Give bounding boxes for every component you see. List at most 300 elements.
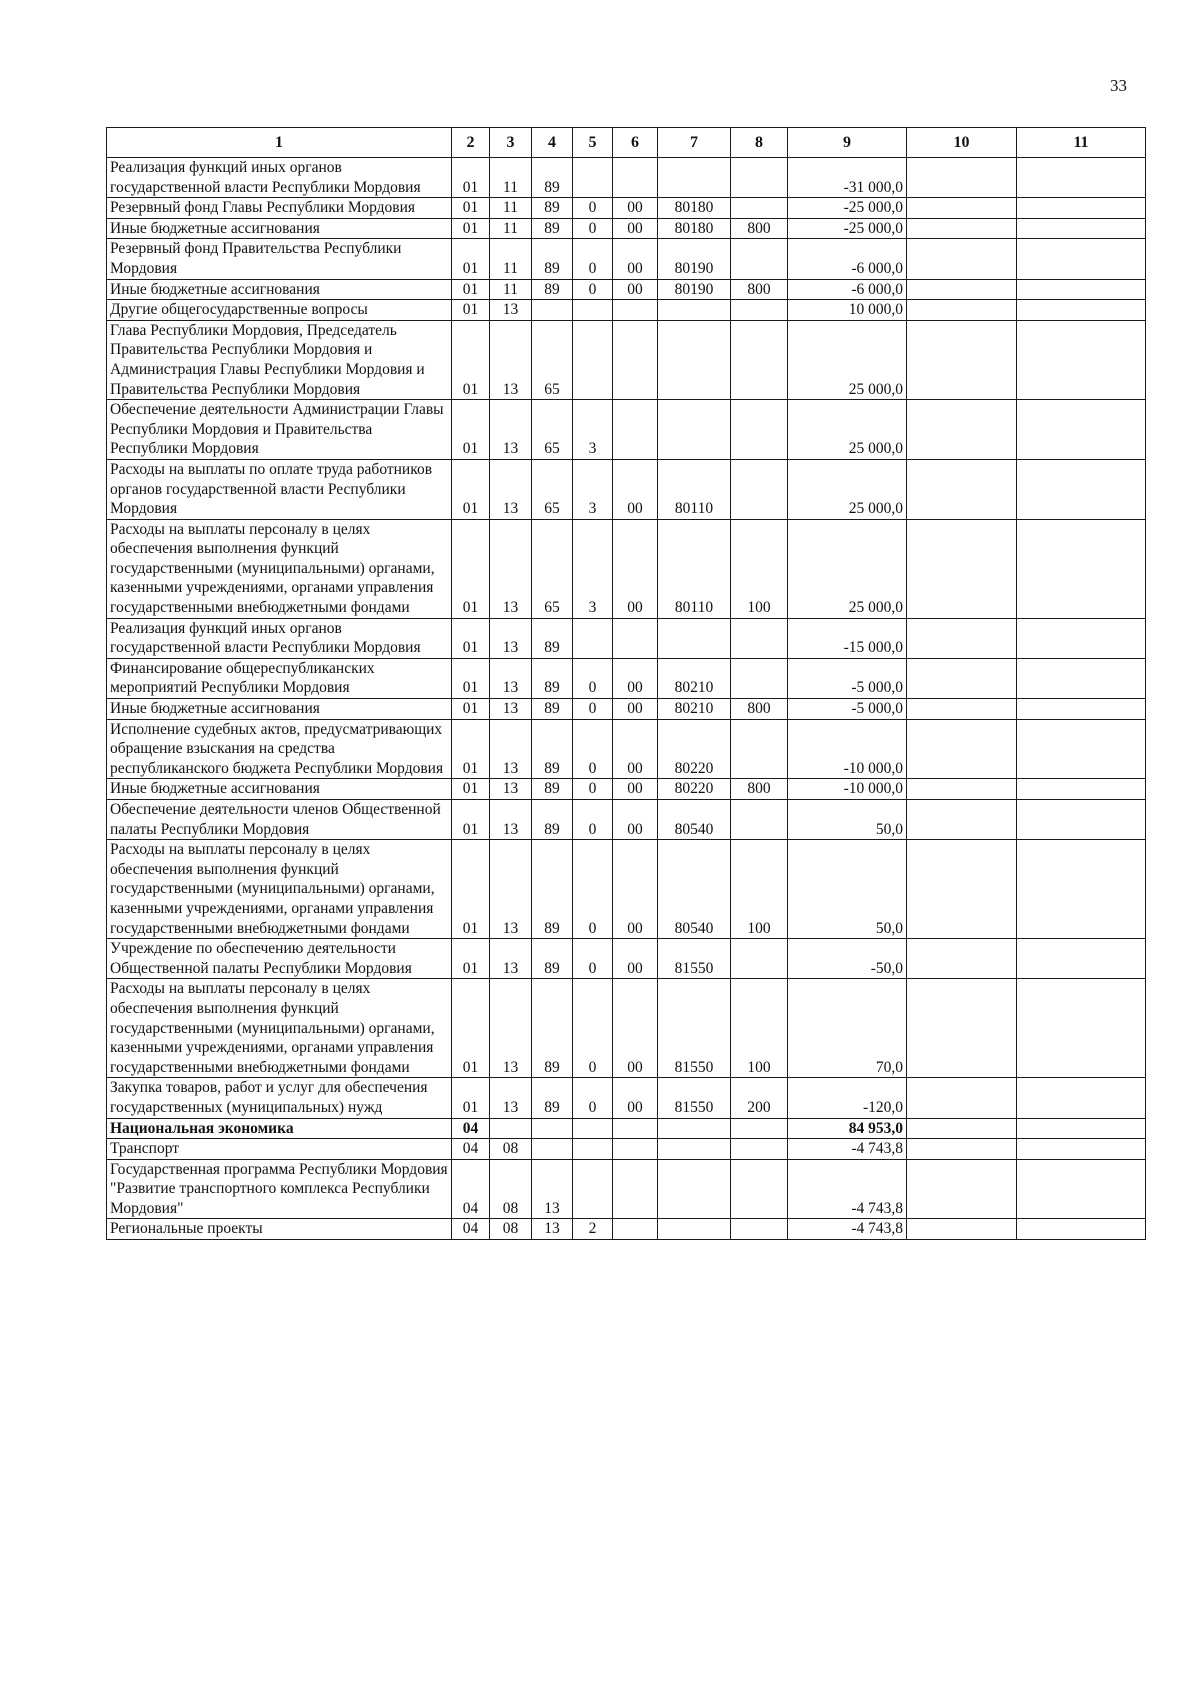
column-header: 9: [788, 128, 907, 158]
code-program: 89: [532, 719, 573, 779]
item-name: Государственная программа Республики Мордовия "Развитие транспортного комплекса Республики Мордовия": [107, 1159, 452, 1219]
code-expense: 80110: [658, 459, 731, 519]
header-row: [107, 128, 1146, 158]
amount-cell: -15 000,0: [788, 618, 907, 658]
code-subprogram: [573, 158, 613, 198]
amount-cell: 25 000,0: [788, 400, 907, 460]
code-direction: [613, 400, 658, 460]
code-subsection: 13: [490, 459, 532, 519]
code-subprogram: 0: [573, 279, 613, 300]
col-11-cell: [1017, 300, 1146, 321]
code-section: 01: [452, 320, 490, 399]
table-row: [107, 1139, 1146, 1160]
code-type: [731, 158, 788, 198]
column-header: 3: [490, 128, 532, 158]
code-type: [731, 719, 788, 779]
amount-cell: -10 000,0: [788, 779, 907, 800]
code-direction: [613, 1159, 658, 1219]
col-10-cell: [907, 719, 1017, 779]
code-subsection: 13: [490, 618, 532, 658]
code-section: 01: [452, 779, 490, 800]
code-direction: 00: [613, 939, 658, 979]
code-subprogram: 0: [573, 719, 613, 779]
code-subsection: 13: [490, 939, 532, 979]
col-10-cell: [907, 840, 1017, 939]
code-direction: 00: [613, 979, 658, 1078]
amount-cell: -120,0: [788, 1078, 907, 1118]
code-type: [731, 320, 788, 399]
col-11-cell: [1017, 979, 1146, 1078]
item-name: Расходы на выплаты по оплате труда работников органов государственной власти Республики Мордовия: [107, 459, 452, 519]
code-subprogram: 0: [573, 1078, 613, 1118]
table-row: [107, 158, 1146, 198]
code-section: 01: [452, 218, 490, 239]
code-subprogram: 3: [573, 400, 613, 460]
column-header: 10: [907, 128, 1017, 158]
code-section: 01: [452, 800, 490, 840]
table-row: [107, 719, 1146, 779]
table-row: [107, 1078, 1146, 1118]
column-header: 4: [532, 128, 573, 158]
code-expense: 80110: [658, 519, 731, 618]
code-type: [731, 800, 788, 840]
code-expense: 80180: [658, 218, 731, 239]
code-type: [731, 1219, 788, 1240]
code-subsection: 13: [490, 320, 532, 399]
table-row: [107, 279, 1146, 300]
column-header: 2: [452, 128, 490, 158]
code-program: 89: [532, 198, 573, 219]
code-direction: [613, 1118, 658, 1139]
code-direction: [613, 1139, 658, 1160]
code-direction: 00: [613, 800, 658, 840]
code-program: [532, 1118, 573, 1139]
code-subprogram: 0: [573, 840, 613, 939]
code-subprogram: 0: [573, 979, 613, 1078]
code-section: 01: [452, 939, 490, 979]
budget-table: [106, 127, 1146, 1240]
item-name: Обеспечение деятельности членов Общественной палаты Республики Мордовия: [107, 800, 452, 840]
col-11-cell: [1017, 939, 1146, 979]
item-name: Исполнение судебных актов, предусматривающих обращение взыскания на средства республиканского бюджета Республики Мордовия: [107, 719, 452, 779]
code-type: 800: [731, 218, 788, 239]
code-section: 01: [452, 1078, 490, 1118]
code-subsection: 13: [490, 699, 532, 720]
code-subsection: 08: [490, 1219, 532, 1240]
code-expense: 80190: [658, 279, 731, 300]
col-10-cell: [907, 218, 1017, 239]
code-subsection: 13: [490, 519, 532, 618]
code-section: 01: [452, 658, 490, 698]
amount-cell: -10 000,0: [788, 719, 907, 779]
code-program: 89: [532, 1078, 573, 1118]
code-type: 800: [731, 279, 788, 300]
code-subprogram: [573, 618, 613, 658]
code-expense: [658, 320, 731, 399]
code-program: 65: [532, 459, 573, 519]
code-program: 89: [532, 158, 573, 198]
code-section: 01: [452, 459, 490, 519]
code-subsection: 11: [490, 158, 532, 198]
col-11-cell: [1017, 1118, 1146, 1139]
code-type: [731, 658, 788, 698]
code-direction: 00: [613, 198, 658, 219]
code-type: [731, 400, 788, 460]
col-10-cell: [907, 1219, 1017, 1240]
code-direction: 00: [613, 699, 658, 720]
code-section: 01: [452, 519, 490, 618]
code-type: 200: [731, 1078, 788, 1118]
code-subprogram: 2: [573, 1219, 613, 1240]
table-row: [107, 840, 1146, 939]
code-expense: [658, 300, 731, 321]
table-row: [107, 1159, 1146, 1219]
code-program: 65: [532, 320, 573, 399]
col-10-cell: [907, 618, 1017, 658]
amount-cell: -4 743,8: [788, 1219, 907, 1240]
table-body: [107, 158, 1146, 1240]
code-subsection: [490, 1118, 532, 1139]
item-name: Иные бюджетные ассигнования: [107, 279, 452, 300]
table-row: [107, 459, 1146, 519]
code-subsection: 13: [490, 800, 532, 840]
item-name: Обеспечение деятельности Администрации Главы Республики Мордовия и Правительства Республики Мордовия: [107, 400, 452, 460]
column-header: 1: [107, 128, 452, 158]
code-section: 04: [452, 1118, 490, 1139]
table-row: [107, 779, 1146, 800]
amount-cell: 50,0: [788, 800, 907, 840]
code-program: [532, 300, 573, 321]
code-type: 100: [731, 519, 788, 618]
col-10-cell: [907, 279, 1017, 300]
amount-cell: -25 000,0: [788, 218, 907, 239]
col-11-cell: [1017, 1219, 1146, 1240]
code-expense: [658, 158, 731, 198]
code-program: 89: [532, 800, 573, 840]
code-subprogram: 3: [573, 519, 613, 618]
item-name: Другие общегосударственные вопросы: [107, 300, 452, 321]
col-11-cell: [1017, 658, 1146, 698]
code-section: 01: [452, 198, 490, 219]
code-direction: 00: [613, 658, 658, 698]
code-section: 04: [452, 1219, 490, 1240]
item-name: Расходы на выплаты персоналу в целях обеспечения выполнения функций государственными (муниципальными) органами, казенными учреждениями, органами управления государственными внебюджетными фондами: [107, 519, 452, 618]
col-11-cell: [1017, 840, 1146, 939]
code-program: 89: [532, 239, 573, 279]
code-expense: 80220: [658, 779, 731, 800]
amount-cell: -50,0: [788, 939, 907, 979]
item-name: Транспорт: [107, 1139, 452, 1160]
code-type: [731, 1139, 788, 1160]
table-row: [107, 658, 1146, 698]
col-11-cell: [1017, 699, 1146, 720]
code-program: 13: [532, 1219, 573, 1240]
amount-cell: -6 000,0: [788, 239, 907, 279]
code-subsection: 11: [490, 198, 532, 219]
code-type: 800: [731, 699, 788, 720]
code-program: 89: [532, 939, 573, 979]
table-row: [107, 320, 1146, 399]
item-name: Реализация функций иных органов государственной власти Республики Мордовия: [107, 158, 452, 198]
table-row: [107, 300, 1146, 321]
col-11-cell: [1017, 719, 1146, 779]
col-11-cell: [1017, 198, 1146, 219]
item-name: Расходы на выплаты персоналу в целях обеспечения выполнения функций государственными (муниципальными) органами, казенными учреждениями, органами управления государственными внебюджетными фондами: [107, 979, 452, 1078]
code-subprogram: 0: [573, 658, 613, 698]
code-direction: 00: [613, 239, 658, 279]
item-name: Национальная экономика: [107, 1118, 452, 1139]
code-section: 01: [452, 158, 490, 198]
col-11-cell: [1017, 400, 1146, 460]
table-row: [107, 618, 1146, 658]
code-subsection: 13: [490, 1078, 532, 1118]
code-section: 04: [452, 1139, 490, 1160]
item-name: Резервный фонд Главы Республики Мордовия: [107, 198, 452, 219]
code-expense: [658, 1219, 731, 1240]
code-section: 01: [452, 699, 490, 720]
code-subprogram: 3: [573, 459, 613, 519]
code-type: 800: [731, 779, 788, 800]
col-11-cell: [1017, 800, 1146, 840]
code-program: 89: [532, 218, 573, 239]
code-direction: [613, 320, 658, 399]
code-expense: 80210: [658, 699, 731, 720]
table-row: [107, 198, 1146, 219]
code-direction: 00: [613, 459, 658, 519]
code-program: 89: [532, 979, 573, 1078]
code-section: 04: [452, 1159, 490, 1219]
amount-cell: -25 000,0: [788, 198, 907, 219]
code-expense: [658, 618, 731, 658]
amount-cell: 25 000,0: [788, 459, 907, 519]
table-row: [107, 400, 1146, 460]
col-10-cell: [907, 300, 1017, 321]
item-name: Глава Республики Мордовия, Председатель Правительства Республики Мордовия и Администрация Главы Республики Мордовия и Правительства Республики Мордовия: [107, 320, 452, 399]
col-10-cell: [907, 658, 1017, 698]
code-expense: 80220: [658, 719, 731, 779]
amount-cell: 50,0: [788, 840, 907, 939]
col-11-cell: [1017, 459, 1146, 519]
page-number: 33: [1110, 76, 1127, 95]
code-subprogram: [573, 300, 613, 321]
code-direction: 00: [613, 218, 658, 239]
code-type: [731, 1159, 788, 1219]
col-10-cell: [907, 158, 1017, 198]
code-direction: [613, 1219, 658, 1240]
code-expense: 81550: [658, 979, 731, 1078]
table-row: [107, 519, 1146, 618]
code-program: 89: [532, 840, 573, 939]
code-type: [731, 618, 788, 658]
table-row: [107, 699, 1146, 720]
col-10-cell: [907, 519, 1017, 618]
amount-cell: -6 000,0: [788, 279, 907, 300]
code-direction: 00: [613, 779, 658, 800]
code-program: 65: [532, 400, 573, 460]
code-expense: 80180: [658, 198, 731, 219]
col-11-cell: [1017, 1139, 1146, 1160]
code-subsection: 08: [490, 1159, 532, 1219]
code-section: 01: [452, 300, 490, 321]
code-direction: 00: [613, 1078, 658, 1118]
code-expense: 81550: [658, 939, 731, 979]
col-10-cell: [907, 939, 1017, 979]
code-type: [731, 939, 788, 979]
col-10-cell: [907, 239, 1017, 279]
code-subsection: 11: [490, 279, 532, 300]
code-expense: 80540: [658, 840, 731, 939]
col-11-cell: [1017, 1159, 1146, 1219]
col-10-cell: [907, 699, 1017, 720]
code-expense: 80540: [658, 800, 731, 840]
amount-cell: 84 953,0: [788, 1118, 907, 1139]
code-section: 01: [452, 719, 490, 779]
col-10-cell: [907, 400, 1017, 460]
code-section: 01: [452, 840, 490, 939]
code-section: 01: [452, 618, 490, 658]
code-direction: 00: [613, 719, 658, 779]
col-10-cell: [907, 320, 1017, 399]
code-subsection: 13: [490, 719, 532, 779]
code-program: 89: [532, 779, 573, 800]
col-10-cell: [907, 1159, 1017, 1219]
code-type: [731, 198, 788, 219]
column-header: 7: [658, 128, 731, 158]
code-direction: 00: [613, 519, 658, 618]
code-subprogram: [573, 1118, 613, 1139]
code-subsection: 13: [490, 658, 532, 698]
code-expense: [658, 1118, 731, 1139]
table-row: [107, 218, 1146, 239]
code-subprogram: [573, 1159, 613, 1219]
item-name: Региональные проекты: [107, 1219, 452, 1240]
code-expense: 80190: [658, 239, 731, 279]
code-program: 89: [532, 699, 573, 720]
col-10-cell: [907, 1139, 1017, 1160]
col-11-cell: [1017, 239, 1146, 279]
code-type: 100: [731, 979, 788, 1078]
code-direction: 00: [613, 279, 658, 300]
col-10-cell: [907, 979, 1017, 1078]
code-subprogram: 0: [573, 239, 613, 279]
code-expense: [658, 400, 731, 460]
code-direction: [613, 618, 658, 658]
amount-cell: -4 743,8: [788, 1139, 907, 1160]
col-11-cell: [1017, 218, 1146, 239]
item-name: Резервный фонд Правительства Республики Мордовия: [107, 239, 452, 279]
col-10-cell: [907, 779, 1017, 800]
table-row: [107, 800, 1146, 840]
amount-cell: 10 000,0: [788, 300, 907, 321]
code-program: [532, 1139, 573, 1160]
amount-cell: -5 000,0: [788, 658, 907, 698]
code-subsection: 13: [490, 779, 532, 800]
table-row: [107, 939, 1146, 979]
amount-cell: 25 000,0: [788, 320, 907, 399]
col-11-cell: [1017, 320, 1146, 399]
code-program: 89: [532, 658, 573, 698]
amount-cell: 70,0: [788, 979, 907, 1078]
col-11-cell: [1017, 779, 1146, 800]
code-expense: [658, 1139, 731, 1160]
item-name: Расходы на выплаты персоналу в целях обеспечения выполнения функций государственными (муниципальными) органами, казенными учреждениями, органами управления государственными внебюджетными фондами: [107, 840, 452, 939]
column-header: 8: [731, 128, 788, 158]
item-name: Реализация функций иных органов государственной власти Республики Мордовия: [107, 618, 452, 658]
amount-cell: -4 743,8: [788, 1159, 907, 1219]
code-expense: 81550: [658, 1078, 731, 1118]
table-row: [107, 979, 1146, 1078]
column-header: 6: [613, 128, 658, 158]
code-expense: 80210: [658, 658, 731, 698]
code-subprogram: [573, 1139, 613, 1160]
code-subsection: 11: [490, 239, 532, 279]
code-subprogram: 0: [573, 779, 613, 800]
code-type: 100: [731, 840, 788, 939]
code-subsection: 13: [490, 300, 532, 321]
code-subsection: 08: [490, 1139, 532, 1160]
column-header: 11: [1017, 128, 1146, 158]
code-program: 13: [532, 1159, 573, 1219]
item-name: Иные бюджетные ассигнования: [107, 218, 452, 239]
item-name: Закупка товаров, работ и услуг для обеспечения государственных (муниципальных) нужд: [107, 1078, 452, 1118]
code-program: 65: [532, 519, 573, 618]
code-type: [731, 1118, 788, 1139]
code-type: [731, 239, 788, 279]
col-11-cell: [1017, 1078, 1146, 1118]
col-10-cell: [907, 800, 1017, 840]
code-direction: [613, 158, 658, 198]
code-type: [731, 459, 788, 519]
code-direction: 00: [613, 840, 658, 939]
code-program: 89: [532, 618, 573, 658]
item-name: Иные бюджетные ассигнования: [107, 779, 452, 800]
item-name: Финансирование общереспубликанских мероприятий Республики Мордовия: [107, 658, 452, 698]
col-10-cell: [907, 1118, 1017, 1139]
item-name: Учреждение по обеспечению деятельности Общественной палаты Республики Мордовия: [107, 939, 452, 979]
col-10-cell: [907, 459, 1017, 519]
code-subsection: 13: [490, 400, 532, 460]
item-name: Иные бюджетные ассигнования: [107, 699, 452, 720]
code-type: [731, 300, 788, 321]
code-section: 01: [452, 239, 490, 279]
code-subsection: 13: [490, 840, 532, 939]
col-11-cell: [1017, 279, 1146, 300]
col-11-cell: [1017, 618, 1146, 658]
code-program: 89: [532, 279, 573, 300]
code-direction: [613, 300, 658, 321]
code-subprogram: [573, 320, 613, 399]
code-expense: [658, 1159, 731, 1219]
col-10-cell: [907, 198, 1017, 219]
table-row: [107, 239, 1146, 279]
code-section: 01: [452, 979, 490, 1078]
col-11-cell: [1017, 519, 1146, 618]
code-subprogram: 0: [573, 939, 613, 979]
table-row: [107, 1219, 1146, 1240]
code-subprogram: 0: [573, 699, 613, 720]
amount-cell: -31 000,0: [788, 158, 907, 198]
amount-cell: 25 000,0: [788, 519, 907, 618]
column-header: 5: [573, 128, 613, 158]
col-10-cell: [907, 1078, 1017, 1118]
code-subsection: 11: [490, 218, 532, 239]
code-section: 01: [452, 400, 490, 460]
code-subprogram: 0: [573, 198, 613, 219]
col-11-cell: [1017, 158, 1146, 198]
code-subprogram: 0: [573, 800, 613, 840]
code-subsection: 13: [490, 979, 532, 1078]
amount-cell: -5 000,0: [788, 699, 907, 720]
